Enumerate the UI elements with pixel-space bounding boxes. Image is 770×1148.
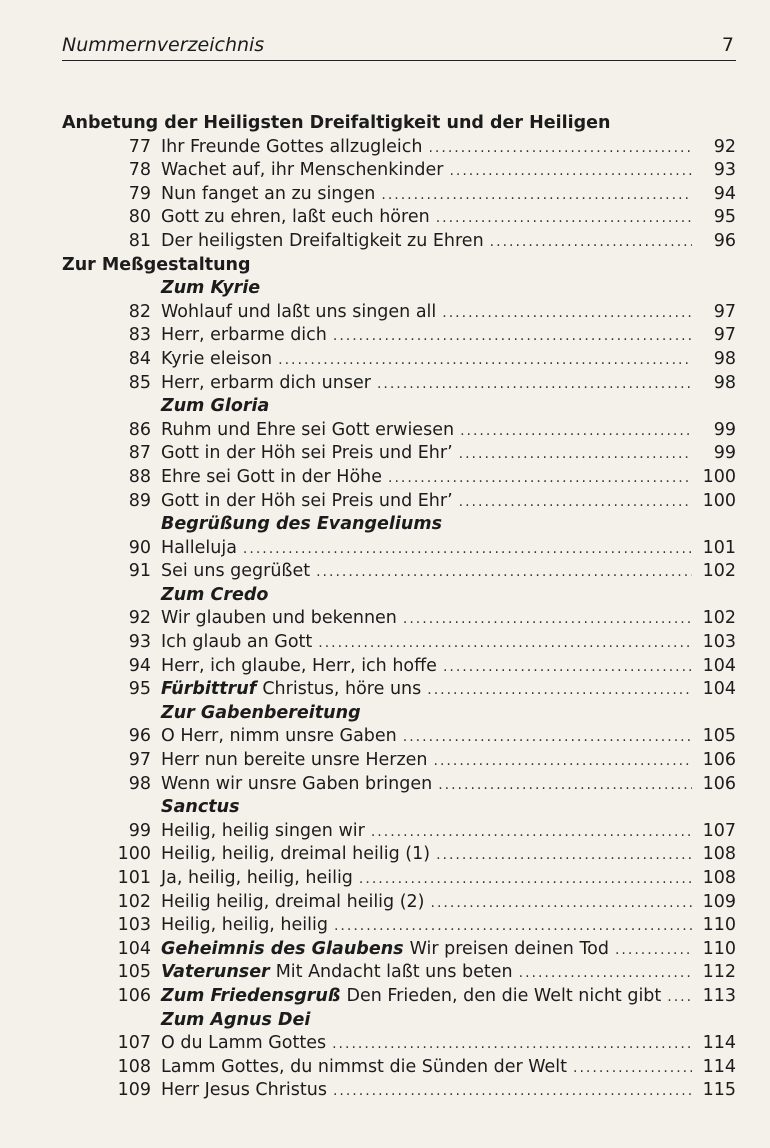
page-reference: 102 xyxy=(702,608,736,629)
hymn-title: Herr, erbarm dich unser xyxy=(161,372,371,393)
hymn-title: Nun fanget an zu singen xyxy=(161,183,376,204)
hymn-title-cell xyxy=(161,419,454,443)
dot-leader xyxy=(431,892,692,916)
page-reference: 105 xyxy=(702,726,736,747)
hymn-title: Christus, höre uns xyxy=(262,679,422,700)
dot-leader xyxy=(371,821,692,845)
page-reference: 104 xyxy=(702,679,736,700)
hymn-number: 86 xyxy=(128,419,151,440)
dot-leader xyxy=(438,774,692,798)
page-number: 7 xyxy=(721,34,734,56)
index-entry xyxy=(62,136,736,160)
hymn-title: Gott in der Höh sei Preis und Ehr’ xyxy=(161,443,453,464)
index-entry xyxy=(62,985,736,1009)
hymn-title: Herr Jesus Christus xyxy=(161,1080,327,1101)
hymn-number: 105 xyxy=(117,962,151,983)
subsection-heading: Zum Gloria xyxy=(161,396,270,417)
hymn-title: Wir glauben und bekennen xyxy=(161,608,397,629)
page-reference: 102 xyxy=(702,561,736,582)
hymn-title-cell xyxy=(161,490,453,514)
hymn-number: 84 xyxy=(128,348,151,369)
hymn-number: 103 xyxy=(117,915,151,936)
hymn-title: Heilig, heilig, heilig xyxy=(161,915,328,936)
hymn-title-cell xyxy=(161,372,371,396)
hymn-title: Heilig, heilig, dreimal heilig (1) xyxy=(161,844,431,865)
hymn-number: 92 xyxy=(128,608,151,629)
hymn-number: 91 xyxy=(128,561,151,582)
page-reference: 99 xyxy=(713,443,736,464)
hymn-title-cell xyxy=(161,938,609,962)
hymn-title: Wenn wir unsre Gaben bringen xyxy=(161,773,433,794)
hymn-title-cell xyxy=(161,725,397,749)
dot-leader xyxy=(436,844,692,868)
index-entry xyxy=(62,348,736,372)
dot-leader xyxy=(442,302,692,326)
hymn-title-cell xyxy=(161,773,432,797)
page-reference: 101 xyxy=(702,537,736,558)
index-entry xyxy=(62,301,736,325)
page-reference: 97 xyxy=(713,301,736,322)
hymn-lead-label: Geheimnis des Glaubens xyxy=(161,938,404,959)
hymn-title-cell xyxy=(161,206,430,230)
index-entry xyxy=(62,159,736,183)
dot-leader xyxy=(359,868,692,892)
page-reference: 108 xyxy=(702,868,736,888)
index-entry xyxy=(62,773,736,797)
hymn-title: Herr nun bereite unsre Herzen xyxy=(161,750,428,771)
page-reference: 93 xyxy=(713,160,736,181)
running-title: Nummernverzeichnis xyxy=(62,34,265,56)
hymn-number: 95 xyxy=(128,679,151,700)
hymn-number: 104 xyxy=(117,938,151,959)
hymn-number: 97 xyxy=(128,750,151,771)
hymn-title-cell xyxy=(161,537,237,561)
hymn-number: 102 xyxy=(117,891,151,912)
hymn-number: 94 xyxy=(128,655,151,676)
dot-leader xyxy=(381,184,692,208)
hymn-title-cell xyxy=(161,348,272,372)
subsection-heading: Zum Kyrie xyxy=(161,278,261,299)
dot-leader xyxy=(278,349,692,373)
index-entry xyxy=(62,1032,736,1056)
hymn-title-cell xyxy=(161,749,428,773)
dot-leader xyxy=(436,207,692,231)
page-header xyxy=(62,34,734,56)
page-reference: 98 xyxy=(713,348,736,369)
hymn-title-cell xyxy=(161,183,375,207)
index-entry xyxy=(62,324,736,348)
dot-leader xyxy=(459,443,692,467)
dot-leader xyxy=(443,656,692,680)
hymn-number: 89 xyxy=(128,490,151,511)
dot-leader xyxy=(334,915,692,939)
hymn-title: Herr, ich glaube, Herr, ich hoffe xyxy=(161,655,437,676)
hymn-number: 98 xyxy=(128,773,151,794)
index-entry xyxy=(62,843,736,867)
page-reference: 100 xyxy=(702,466,736,487)
hymn-title-cell xyxy=(161,961,513,985)
hymn-number: 107 xyxy=(117,1033,151,1054)
dot-leader xyxy=(667,986,692,1010)
page-reference: 97 xyxy=(713,325,736,346)
hymn-number: 85 xyxy=(128,372,151,393)
hymn-number: 79 xyxy=(128,183,151,204)
page-reference: 104 xyxy=(702,655,736,676)
index-entry xyxy=(62,607,736,631)
index-entry xyxy=(62,820,736,844)
dot-leader xyxy=(316,561,692,585)
hymn-title: Ehre sei Gott in der Höhe xyxy=(161,466,383,487)
hymn-title: Ihr Freunde Gottes allzugleich xyxy=(161,136,423,157)
index-entry xyxy=(62,560,736,584)
index-entry xyxy=(62,678,736,702)
dot-leader xyxy=(333,1080,692,1104)
subsection-heading: Zum Agnus Dei xyxy=(161,1009,311,1030)
dot-leader xyxy=(615,939,692,963)
page-reference: 109 xyxy=(702,891,736,912)
index-entry xyxy=(62,938,736,962)
dot-leader xyxy=(243,538,692,562)
hymn-number: 99 xyxy=(128,820,151,841)
dot-leader xyxy=(519,962,692,986)
page-reference: 103 xyxy=(702,632,736,653)
page-reference: 114 xyxy=(702,1056,736,1077)
hymn-title: Heilig heilig, dreimal heilig (2) xyxy=(161,891,425,912)
hymn-lead-label: Fürbittruf xyxy=(161,679,257,700)
hymn-number: 77 xyxy=(128,136,151,157)
dot-leader xyxy=(403,726,692,750)
hymn-number: 82 xyxy=(128,301,151,322)
index-entry xyxy=(62,1056,736,1080)
hymn-title-cell xyxy=(161,324,327,348)
page-reference: 108 xyxy=(702,844,736,865)
hymn-number: 108 xyxy=(117,1056,151,1077)
hymn-title-cell xyxy=(161,631,312,655)
index-entry xyxy=(62,206,736,230)
hymn-lead-label: Zum Friedensgruß xyxy=(161,985,341,1006)
page-reference: 94 xyxy=(713,183,736,204)
dot-leader xyxy=(573,1057,692,1081)
hymn-title: Wachet auf, ihr Menschenkinder xyxy=(161,160,444,181)
page-reference: 110 xyxy=(702,938,736,959)
page-reference: 106 xyxy=(702,750,736,771)
hymn-title: O du Lamm Gottes xyxy=(161,1033,327,1054)
hymn-title: Mit Andacht laßt uns beten xyxy=(275,962,513,983)
hymn-lead-label: Vaterunser xyxy=(161,962,270,983)
hymn-number: 109 xyxy=(117,1080,151,1101)
hymn-title: Wir preisen deinen Tod xyxy=(409,938,609,959)
index-entry xyxy=(62,1079,736,1103)
hymn-title-cell xyxy=(161,655,437,679)
table-of-contents xyxy=(62,112,736,1103)
hymn-title-cell xyxy=(161,230,484,254)
hymn-number: 83 xyxy=(128,325,151,346)
dot-leader xyxy=(428,137,692,161)
hymn-title: Halleluja xyxy=(161,537,237,558)
hymn-title-cell xyxy=(161,136,422,160)
hymn-title-cell xyxy=(161,820,365,844)
hymn-title-cell xyxy=(161,560,310,584)
index-entry xyxy=(62,230,736,254)
dot-leader xyxy=(332,1033,692,1057)
page-reference: 114 xyxy=(702,1033,736,1054)
page-reference: 92 xyxy=(713,136,736,157)
dot-leader xyxy=(377,373,692,397)
hymn-title: Ich glaub an Gott xyxy=(161,632,313,653)
index-entry xyxy=(62,466,736,490)
subsection-heading: Zum Credo xyxy=(161,584,269,605)
subsection-heading: Begrüßung des Evangeliums xyxy=(161,514,442,535)
hymn-title-cell xyxy=(161,466,382,490)
hymn-number: 101 xyxy=(117,868,151,888)
hymn-title-cell xyxy=(161,1079,327,1103)
hymn-title: Gott in der Höh sei Preis und Ehr’ xyxy=(161,490,453,511)
section-heading: Zur Meßgestaltung xyxy=(62,254,251,275)
subsection-heading: Zur Gabenbereitung xyxy=(161,702,361,723)
dot-leader xyxy=(449,160,692,184)
hymn-title: Gott zu ehren, laßt euch hören xyxy=(161,207,430,228)
hymn-title-cell xyxy=(161,1032,326,1056)
hymn-number: 93 xyxy=(128,632,151,653)
page-reference: 100 xyxy=(702,490,736,511)
hymn-number: 90 xyxy=(128,537,151,558)
hymn-number: 81 xyxy=(128,230,151,251)
dot-leader xyxy=(460,420,692,444)
dot-leader xyxy=(318,632,692,656)
page-reference: 99 xyxy=(713,419,736,440)
hymn-title: Heilig, heilig singen wir xyxy=(161,820,365,841)
hymn-title-cell xyxy=(161,442,453,466)
hymn-title-cell xyxy=(161,867,353,891)
index-entry xyxy=(62,725,736,749)
page-reference: 115 xyxy=(702,1080,736,1101)
index-entry xyxy=(62,867,736,891)
page-reference: 106 xyxy=(702,773,736,794)
page-reference: 113 xyxy=(702,985,736,1006)
page-reference: 95 xyxy=(713,207,736,228)
index-entry xyxy=(62,891,736,915)
hymn-title-cell xyxy=(161,891,425,915)
hymn-title: Kyrie eleison xyxy=(161,348,273,369)
header-rule xyxy=(62,60,736,61)
dot-leader xyxy=(388,467,692,491)
hymn-title: Sei uns gegrüßet xyxy=(161,561,311,582)
hymn-title-cell xyxy=(161,914,328,938)
hymn-number: 88 xyxy=(128,466,151,487)
hymn-title: Herr, erbarme dich xyxy=(161,325,327,346)
index-entry xyxy=(62,655,736,679)
hymn-title-cell xyxy=(161,159,443,183)
page-reference: 98 xyxy=(713,372,736,393)
hymn-title-cell xyxy=(161,607,397,631)
index-entry xyxy=(62,419,736,443)
index-entry xyxy=(62,183,736,207)
dot-leader xyxy=(427,679,692,703)
page-reference: 112 xyxy=(702,962,736,983)
index-entry xyxy=(62,631,736,655)
subsection-heading: Sanctus xyxy=(161,797,240,818)
section-heading: Anbetung der Heiligsten Dreifaltigkeit und der Heiligen xyxy=(62,113,611,133)
hymn-number: 78 xyxy=(128,160,151,181)
hymn-title-cell xyxy=(161,678,421,702)
hymn-title: Wohlauf und laßt uns singen all xyxy=(161,301,437,322)
hymn-title: Der heiligsten Dreifaltigkeit zu Ehren xyxy=(161,230,484,251)
page-reference: 107 xyxy=(702,820,736,841)
hymn-title: Ruhm und Ehre sei Gott erwiesen xyxy=(161,419,455,440)
hymn-title: O Herr, nimm unsre Gaben xyxy=(161,726,397,747)
dot-leader xyxy=(490,231,692,255)
hymn-number: 87 xyxy=(128,443,151,464)
dot-leader xyxy=(403,608,692,632)
hymn-title: Ja, heilig, heilig, heilig xyxy=(161,868,353,888)
index-entry xyxy=(62,961,736,985)
hymn-title-cell xyxy=(161,301,436,325)
hymn-number: 80 xyxy=(128,207,151,228)
hymn-title: Den Frieden, den die Welt nicht gibt xyxy=(346,985,662,1006)
hymn-title-cell xyxy=(161,843,430,867)
page-reference: 96 xyxy=(713,230,736,251)
index-entry xyxy=(62,490,736,514)
hymn-number: 106 xyxy=(117,985,151,1006)
index-entry xyxy=(62,372,736,396)
dot-leader xyxy=(333,325,692,349)
hymn-number: 100 xyxy=(117,844,151,865)
index-entry xyxy=(62,749,736,773)
hymn-number: 96 xyxy=(128,726,151,747)
hymn-title-cell xyxy=(161,985,661,1009)
dot-leader xyxy=(459,491,692,515)
dot-leader xyxy=(434,750,692,774)
index-entry xyxy=(62,442,736,466)
index-entry xyxy=(62,537,736,561)
hymn-title: Lamm Gottes, du nimmst die Sünden der Welt xyxy=(161,1056,568,1077)
index-entry xyxy=(62,914,736,938)
page-reference: 110 xyxy=(702,915,736,936)
hymn-title-cell xyxy=(161,1056,567,1080)
